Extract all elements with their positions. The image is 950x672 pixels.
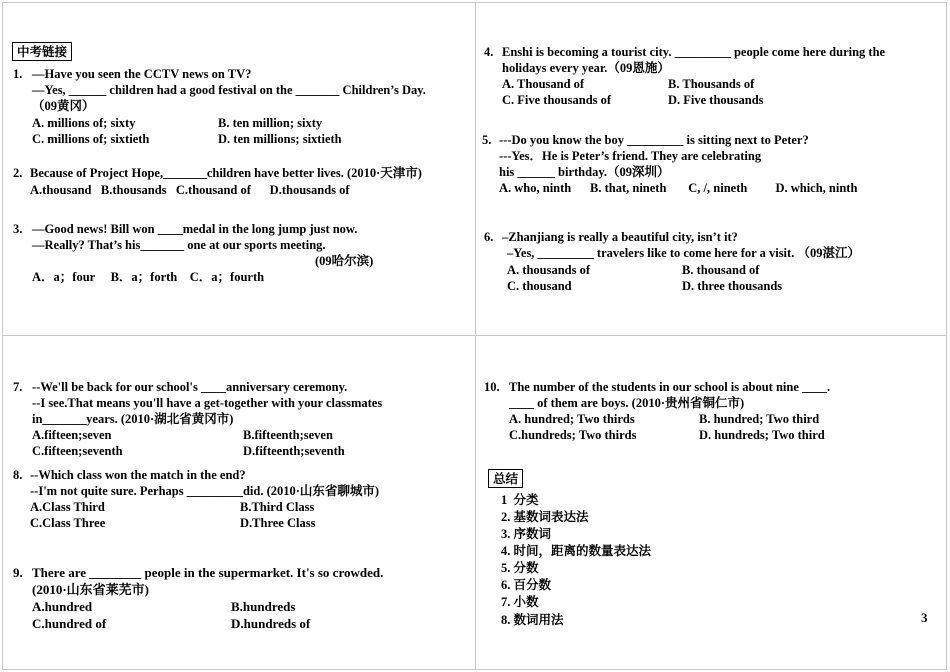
option-b: B. hundred; Two third <box>699 412 820 426</box>
question-text: —Yes, ______ children had a good festival on the _______ Children’s Day. <box>32 83 426 97</box>
question-source: (09哈尔滨) <box>315 254 374 268</box>
option-a: A.Class Third <box>30 500 105 514</box>
option-d: D. ten millions; sixtieth <box>218 132 342 146</box>
question-number: 4. <box>484 45 494 59</box>
section-tag: 中考链接 <box>12 42 72 61</box>
option-b: B.fifteenth;seven <box>243 428 333 442</box>
question-text: --We'll be back for our school's ____anniversary ceremony. <box>32 380 348 394</box>
question-text: holidays every year.（09恩施） <box>502 61 670 75</box>
question-text: --I see.That means you'll have a get-together with your classmates <box>32 396 383 410</box>
question-number: 8. <box>13 468 23 482</box>
option-a: A.hundred <box>32 599 93 614</box>
question-number: 2. <box>13 166 23 180</box>
question-text: –Zhanjiang is really a beautiful city, isn’t it? <box>502 230 738 244</box>
option-c: C.Class Three <box>30 516 106 530</box>
option-d: D. three thousands <box>682 279 783 293</box>
option-a: A. millions of; sixty <box>32 116 136 130</box>
option-d: D.Three Class <box>240 516 316 530</box>
question-text: in_______years. (2010·湖北省黄冈市) <box>32 412 234 426</box>
option-a: A. thousands of <box>507 263 591 277</box>
option-c: C. millions of; sixtieth <box>32 132 150 146</box>
option-b: B. ten million; sixty <box>218 116 323 130</box>
summary-tag: 总结 <box>488 469 523 488</box>
option-d: D. hundreds; Two third <box>699 428 825 442</box>
option-d: D.hundreds of <box>231 616 311 631</box>
option-c: C.fifteen;seventh <box>32 444 123 458</box>
page-number: 3 <box>921 610 928 625</box>
question-text: Because of Project Hope,_______children have better lives. (2010·天津市) <box>30 166 422 180</box>
question-source: (2010·山东省莱芜市) <box>32 582 149 597</box>
question-number: 5. <box>482 133 492 147</box>
option-a: A. hundred; Two thirds <box>509 412 635 426</box>
option-c: C. Five thousands of <box>502 93 612 107</box>
question-source: （09黄冈） <box>32 99 95 113</box>
summary-item: 3. 序数词 <box>501 527 552 541</box>
question-text: —Good news! Bill won ____medal in the long jump just now. <box>32 222 358 236</box>
summary-item: 7. 小数 <box>501 595 539 609</box>
option-b: B. Thousands of <box>668 77 755 91</box>
option-b: B.Third Class <box>240 500 315 514</box>
summary-item: 1 分类 <box>501 493 539 507</box>
question-number: 1. <box>13 67 23 81</box>
question-text: his ______ birthday.（09深圳） <box>499 165 670 179</box>
option-c: C.hundreds; Two thirds <box>509 428 637 442</box>
question-number: 9. <box>13 565 23 580</box>
question-text: --I'm not quite sure. Perhaps _________did. (2010·山东省聊城市) <box>30 484 380 498</box>
question-text: Enshi is becoming a tourist city. _________ people come here during the <box>502 45 886 59</box>
question-text: The number of the students in our school is about nine ____. <box>509 380 831 394</box>
question-number: 6. <box>484 230 494 244</box>
question-text: ---Yes．He is Peter’s friend. They are celebrating <box>499 149 762 163</box>
option-b: B. thousand of <box>682 263 760 277</box>
question-text: –Yes, _________ travelers like to come here for a visit. （09湛江） <box>507 246 860 260</box>
question-text: —Have you seen the CCTV news on TV? <box>32 67 252 81</box>
option-b: B.hundreds <box>231 599 296 614</box>
question-options: A.thousand B.thousands C.thousand of D.thousands of <box>30 183 350 197</box>
question-text: ---Do you know the boy _________ is sitting next to Peter? <box>499 133 809 147</box>
question-text: There are ________ people in the supermarket. It's so crowded. <box>32 565 384 580</box>
summary-item: 4. 时间，距离的数量表达法 <box>501 544 652 558</box>
question-text: --Which class won the match in the end? <box>30 468 246 482</box>
question-options: A. who, ninth B. that, nineth C, /, nineth D. which, ninth <box>499 181 858 195</box>
question-text: ____ of them are boys. (2010·贵州省铜仁市) <box>509 396 745 410</box>
summary-item: 8. 数词用法 <box>501 613 564 627</box>
summary-item: 2. 基数词表达法 <box>501 510 589 524</box>
option-a: A.fifteen;seven <box>32 428 112 442</box>
option-a: A. Thousand of <box>502 77 585 91</box>
option-d: D.fifteenth;seventh <box>243 444 345 458</box>
summary-item: 6. 百分数 <box>501 578 552 592</box>
question-options: A．a；four B．a；forth C．a；fourth <box>32 270 265 284</box>
option-c: C. thousand <box>507 279 572 293</box>
question-text: —Really? That’s his_______ one at our sports meeting. <box>32 238 326 252</box>
option-c: C.hundred of <box>32 616 107 631</box>
option-d: D. Five thousands <box>668 93 764 107</box>
question-number: 7. <box>13 380 23 394</box>
summary-item: 5. 分数 <box>501 561 539 575</box>
question-number: 3. <box>13 222 23 236</box>
question-number: 10. <box>484 380 500 394</box>
